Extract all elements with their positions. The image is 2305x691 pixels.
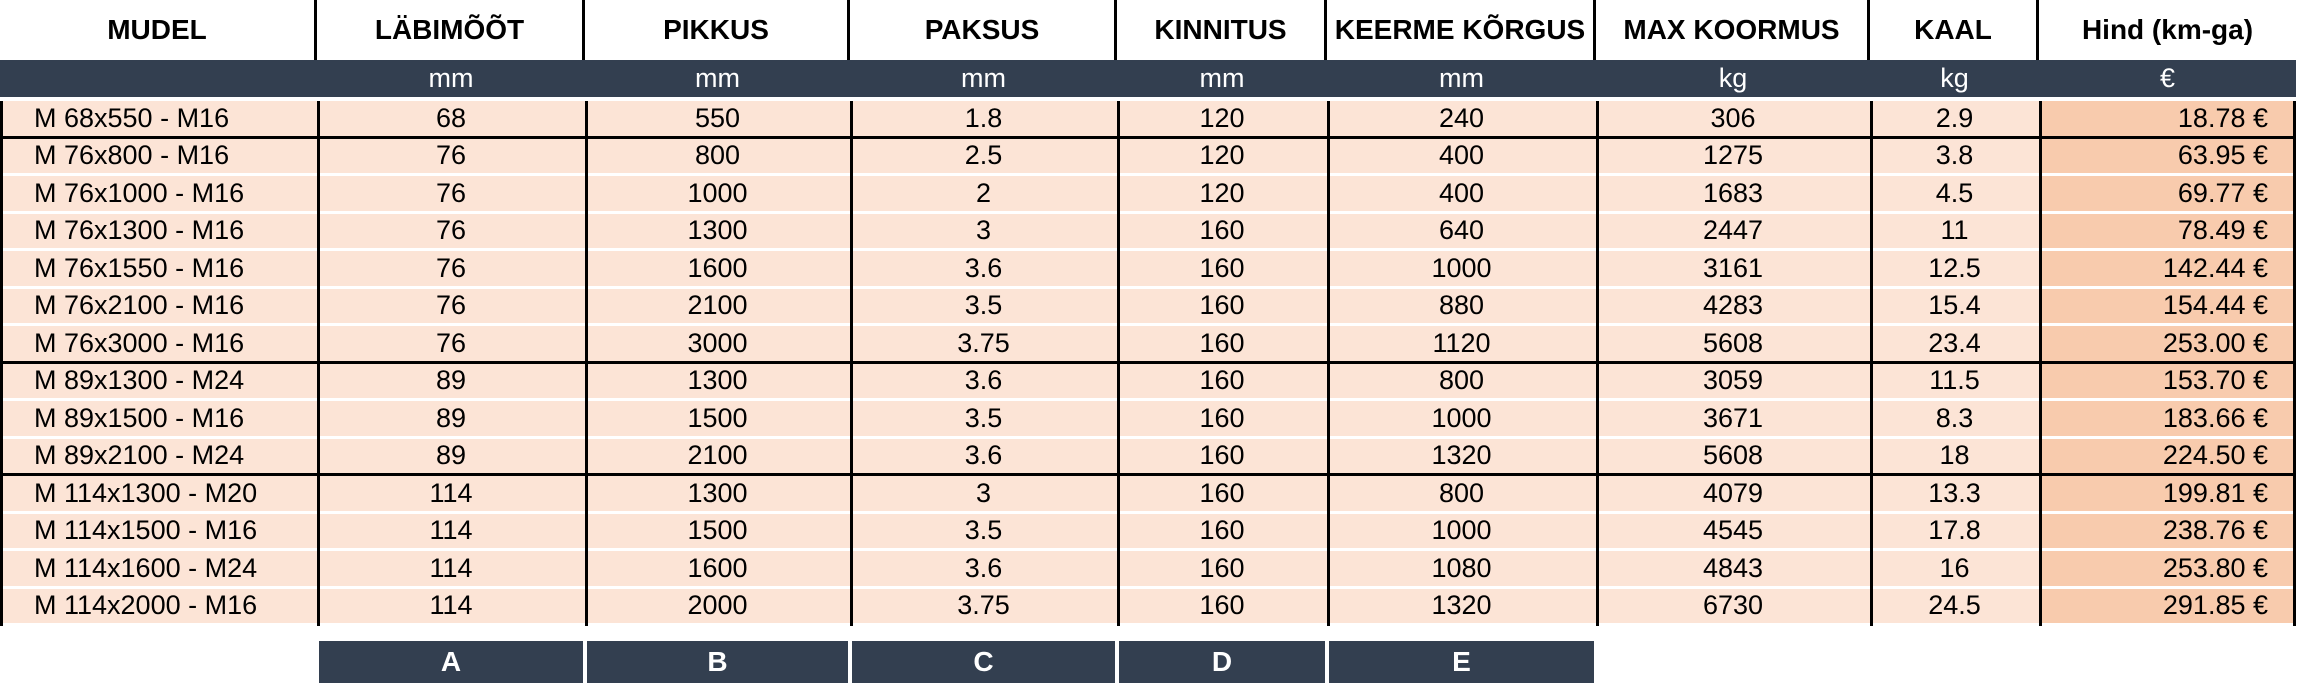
length-cell: 3000 bbox=[687, 327, 748, 358]
max-load-cell: 2447 bbox=[1702, 215, 1764, 246]
price-cell: 63.95 € bbox=[2039, 139, 2296, 174]
unit-weight: kg bbox=[1940, 63, 1969, 93]
length-cell: 2100 bbox=[687, 290, 748, 321]
unit-max-load: kg bbox=[1718, 63, 1748, 93]
thickness-cell: 3 bbox=[975, 215, 992, 246]
grid-line bbox=[1596, 101, 1599, 626]
unit-price: € bbox=[2159, 63, 2176, 93]
table-row bbox=[0, 476, 2296, 514]
length-cell: 1600 bbox=[687, 252, 748, 283]
weight-cell: 8.3 bbox=[1935, 402, 1974, 433]
thickness-cell: 2 bbox=[975, 177, 992, 208]
weight-cell: 11 bbox=[1940, 215, 1969, 246]
thread-height-cell: 1000 bbox=[1431, 515, 1492, 546]
max-load-cell: 3161 bbox=[1702, 252, 1764, 283]
price-cell: 253.00 € bbox=[2039, 326, 2296, 361]
model-cell: M 76x1550 - M16 bbox=[34, 252, 245, 283]
model-cell: M 114x1500 - M16 bbox=[34, 515, 258, 546]
header-mounting: KINNITUS bbox=[1117, 0, 1327, 60]
model-cell: M 114x2000 - M16 bbox=[34, 590, 258, 621]
thread-height-cell: 400 bbox=[1438, 140, 1485, 171]
grid-line bbox=[317, 101, 320, 626]
thread-height-cell: 800 bbox=[1438, 477, 1485, 508]
table-row bbox=[0, 439, 2296, 477]
length-cell: 550 bbox=[694, 102, 741, 133]
table-row bbox=[0, 551, 2296, 589]
thickness-cell: 3.5 bbox=[964, 290, 1003, 321]
length-cell: 2000 bbox=[687, 590, 748, 621]
price-cell: 142.44 € bbox=[2039, 251, 2296, 286]
diameter-cell: 76 bbox=[435, 177, 467, 208]
mounting-cell: 160 bbox=[1199, 440, 1245, 471]
header-diameter: LÄBIMÕÕT bbox=[317, 0, 585, 60]
length-cell: 800 bbox=[694, 140, 741, 171]
max-load-cell: 4283 bbox=[1702, 290, 1764, 321]
model-cell: M 76x3000 - M16 bbox=[34, 327, 245, 358]
thread-height-cell: 1120 bbox=[1432, 327, 1491, 358]
mounting-cell: 120 bbox=[1199, 140, 1245, 171]
table-row bbox=[0, 214, 2296, 252]
diameter-cell: 76 bbox=[435, 140, 467, 171]
model-cell: M 114x1600 - M24 bbox=[34, 552, 258, 583]
weight-cell: 13.3 bbox=[1928, 477, 1981, 508]
diameter-cell: 114 bbox=[429, 477, 473, 508]
table-row bbox=[0, 101, 2296, 139]
mounting-cell: 160 bbox=[1199, 252, 1245, 283]
unit-diameter: mm bbox=[428, 63, 474, 93]
length-cell: 1300 bbox=[687, 477, 748, 508]
mounting-cell: 160 bbox=[1199, 515, 1245, 546]
length-cell: 2100 bbox=[687, 440, 748, 471]
thickness-cell: 3.6 bbox=[964, 365, 1003, 396]
price-cell: 69.77 € bbox=[2039, 176, 2296, 211]
price-cell: 238.76 € bbox=[2039, 514, 2296, 549]
max-load-cell: 5608 bbox=[1702, 440, 1764, 471]
thread-height-cell: 880 bbox=[1438, 290, 1485, 321]
table-body bbox=[0, 101, 2296, 626]
price-cell: 253.80 € bbox=[2039, 551, 2296, 586]
grid-line bbox=[1870, 101, 1873, 626]
weight-cell: 15.4 bbox=[1928, 290, 1981, 321]
weight-cell: 4.5 bbox=[1935, 177, 1974, 208]
table-row bbox=[0, 364, 2296, 402]
unit-length: mm bbox=[695, 63, 740, 93]
table-row bbox=[0, 251, 2296, 289]
header-weight: KAAL bbox=[1870, 0, 2039, 60]
header-price: Hind (km-ga) bbox=[2081, 14, 2254, 45]
grid-line bbox=[2039, 101, 2042, 626]
price-cell: 18.78 € bbox=[2039, 101, 2296, 136]
header-max-load: MAX KOORMUS bbox=[1596, 0, 1870, 60]
price-cell: 183.66 € bbox=[2039, 401, 2296, 436]
table-row bbox=[0, 401, 2296, 439]
diameter-cell: 114 bbox=[429, 552, 473, 583]
thread-height-cell: 1080 bbox=[1431, 552, 1492, 583]
model-cell: M 76x1300 - M16 bbox=[34, 215, 245, 246]
unit-thickness: mm bbox=[961, 63, 1006, 93]
thread-height-cell: 1000 bbox=[1431, 252, 1492, 283]
model-cell: M 76x1000 - M16 bbox=[34, 177, 245, 208]
max-load-cell: 5608 bbox=[1702, 327, 1764, 358]
diameter-cell: 114 bbox=[429, 515, 473, 546]
model-cell: M 76x800 - M16 bbox=[34, 140, 230, 171]
max-load-cell: 3671 bbox=[1702, 402, 1764, 433]
model-cell: M 89x1300 - M24 bbox=[34, 365, 245, 396]
length-cell: 1500 bbox=[687, 402, 748, 433]
mounting-cell: 160 bbox=[1199, 215, 1245, 246]
max-load-cell: 4079 bbox=[1702, 477, 1764, 508]
diameter-cell: 89 bbox=[435, 402, 467, 433]
weight-cell: 2.9 bbox=[1935, 102, 1974, 133]
price-cell: 224.50 € bbox=[2039, 439, 2296, 474]
max-load-cell: 1683 bbox=[1702, 177, 1764, 208]
weight-cell: 3.8 bbox=[1935, 140, 1974, 171]
thread-height-cell: 640 bbox=[1438, 215, 1485, 246]
diameter-cell: 114 bbox=[429, 590, 473, 621]
weight-cell: 17.8 bbox=[1928, 515, 1981, 546]
thickness-cell: 3 bbox=[975, 477, 992, 508]
thickness-cell: 2.5 bbox=[964, 140, 1003, 171]
mounting-cell: 160 bbox=[1199, 477, 1245, 508]
thickness-cell: 1.8 bbox=[964, 102, 1003, 133]
unit-thread-height: mm bbox=[1439, 63, 1484, 93]
header-thickness: PAKSUS bbox=[850, 0, 1117, 60]
table-row bbox=[0, 139, 2296, 177]
table-row bbox=[0, 514, 2296, 552]
diameter-cell: 76 bbox=[435, 327, 467, 358]
diameter-cell: 89 bbox=[435, 440, 467, 471]
mounting-cell: 120 bbox=[1199, 102, 1245, 133]
thickness-cell: 3.5 bbox=[964, 515, 1003, 546]
table-row bbox=[0, 176, 2296, 214]
price-cell: 199.81 € bbox=[2039, 476, 2296, 511]
length-cell: 1300 bbox=[687, 215, 748, 246]
mounting-cell: 160 bbox=[1199, 590, 1245, 621]
mounting-cell: 160 bbox=[1199, 290, 1245, 321]
footer-label-d: D bbox=[1119, 641, 1325, 683]
unit-model bbox=[0, 60, 317, 97]
mounting-cell: 160 bbox=[1199, 327, 1245, 358]
grid-line bbox=[0, 101, 3, 626]
thread-height-cell: 240 bbox=[1438, 102, 1485, 133]
grid-line bbox=[1327, 101, 1330, 626]
diameter-cell: 76 bbox=[435, 215, 467, 246]
header-model: MUDEL bbox=[0, 0, 317, 60]
header-thread-height: KEERME KÕRGUS bbox=[1327, 0, 1596, 60]
price-cell: 153.70 € bbox=[2039, 364, 2296, 399]
thickness-cell: 3.6 bbox=[964, 440, 1003, 471]
thread-height-cell: 400 bbox=[1438, 177, 1485, 208]
weight-cell: 18 bbox=[1939, 440, 1970, 471]
model-cell: M 68x550 - M16 bbox=[34, 102, 230, 133]
table-row bbox=[0, 589, 2296, 627]
length-cell: 1500 bbox=[687, 515, 748, 546]
dimension-letter-row bbox=[0, 641, 2296, 683]
footer-label-a: A bbox=[319, 641, 583, 683]
thickness-cell: 3.75 bbox=[957, 590, 1010, 621]
thread-height-cell: 1000 bbox=[1431, 402, 1492, 433]
diameter-cell: 76 bbox=[435, 252, 467, 283]
max-load-cell: 3059 bbox=[1702, 365, 1764, 396]
length-cell: 1300 bbox=[687, 365, 748, 396]
footer-label-c: C bbox=[852, 641, 1115, 683]
weight-cell: 16 bbox=[1939, 552, 1970, 583]
mounting-cell: 160 bbox=[1199, 552, 1245, 583]
max-load-cell: 6730 bbox=[1702, 590, 1764, 621]
table-header-row bbox=[0, 0, 2296, 60]
table-row bbox=[0, 326, 2296, 364]
mounting-cell: 160 bbox=[1199, 365, 1245, 396]
model-cell: M 76x2100 - M16 bbox=[34, 290, 245, 321]
weight-cell: 11.5 bbox=[1929, 365, 1980, 396]
header-length: PIKKUS bbox=[585, 0, 850, 60]
thickness-cell: 3.6 bbox=[964, 552, 1003, 583]
unit-row bbox=[0, 60, 2296, 97]
max-load-cell: 1275 bbox=[1702, 140, 1764, 171]
unit-mounting: mm bbox=[1199, 63, 1245, 93]
footer-label-e: E bbox=[1329, 641, 1594, 683]
table-row bbox=[0, 289, 2296, 327]
grid-line bbox=[1117, 101, 1120, 626]
max-load-cell: 4545 bbox=[1702, 515, 1764, 546]
price-cell: 78.49 € bbox=[2039, 214, 2296, 249]
diameter-cell: 68 bbox=[435, 102, 467, 133]
grid-line bbox=[2293, 101, 2296, 626]
model-cell: M 89x2100 - M24 bbox=[34, 440, 245, 471]
weight-cell: 12.5 bbox=[1928, 252, 1981, 283]
grid-line bbox=[850, 101, 853, 626]
mounting-cell: 120 bbox=[1199, 177, 1245, 208]
thickness-cell: 3.6 bbox=[964, 252, 1003, 283]
footer-spacer bbox=[0, 641, 317, 683]
thread-height-cell: 1320 bbox=[1431, 590, 1492, 621]
model-cell: M 89x1500 - M16 bbox=[34, 402, 245, 433]
max-load-cell: 4843 bbox=[1702, 552, 1764, 583]
mounting-cell: 160 bbox=[1199, 402, 1245, 433]
thread-height-cell: 1320 bbox=[1431, 440, 1492, 471]
thickness-cell: 3.75 bbox=[957, 327, 1010, 358]
price-cell: 154.44 € bbox=[2039, 289, 2296, 324]
weight-cell: 23.4 bbox=[1928, 327, 1981, 358]
diameter-cell: 76 bbox=[435, 290, 467, 321]
weight-cell: 24.5 bbox=[1928, 590, 1981, 621]
thickness-cell: 3.5 bbox=[964, 402, 1003, 433]
length-cell: 1600 bbox=[687, 552, 748, 583]
footer-label-b: B bbox=[587, 641, 848, 683]
model-cell: M 114x1300 - M20 bbox=[34, 477, 258, 508]
diameter-cell: 89 bbox=[435, 365, 467, 396]
thread-height-cell: 800 bbox=[1438, 365, 1485, 396]
grid-line bbox=[585, 101, 588, 626]
length-cell: 1000 bbox=[687, 177, 748, 208]
price-cell: 291.85 € bbox=[2039, 589, 2296, 624]
max-load-cell: 306 bbox=[1710, 102, 1756, 133]
